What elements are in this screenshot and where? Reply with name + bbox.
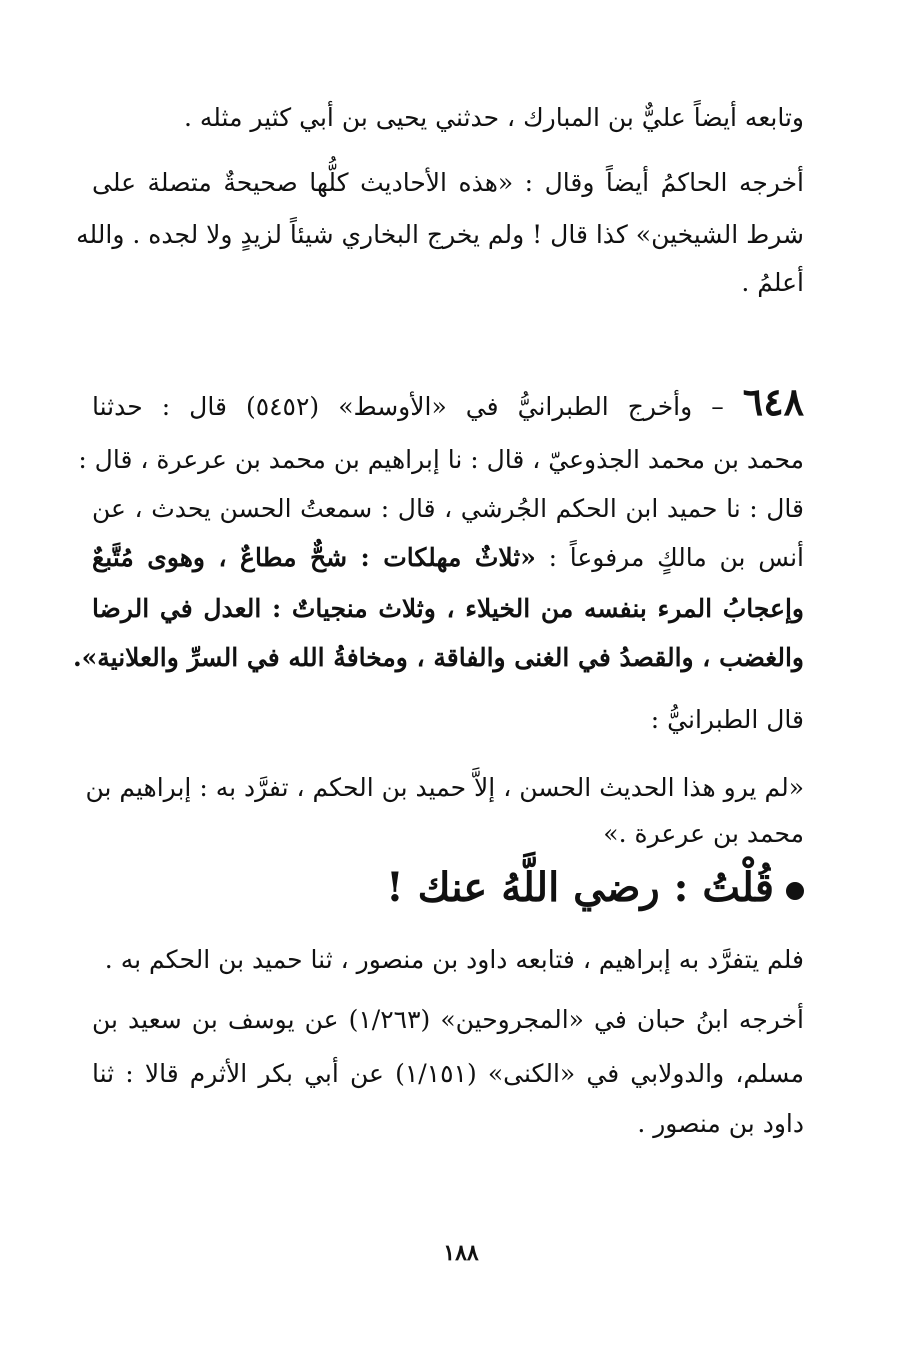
text-line: قال الطبرانيُّ : (650, 705, 804, 734)
text-line: شرط الشيخين» كذا قال ! ولم يخرج البخاري شيئاً لزيدٍ ولا لجده . والله (76, 220, 804, 249)
text-line: أعلمُ . (741, 268, 804, 297)
text-line: وتابعه أيضاً عليٌّ بن المبارك ، حدثني يحيى بن أبي كثير مثله . (183, 103, 804, 132)
heading-text: قُلْتُ : رضي اللَّهُ عنك ! (386, 864, 774, 911)
text-line: داود بن منصور . (637, 1109, 804, 1138)
section-heading (92, 860, 804, 916)
hadith-header-text: – وأخرج الطبرانيُّ في «الأوسط» (٥٤٥٢) قال : حدثنا (92, 392, 724, 421)
narrator-text: أنس بن مالكٍ مرفوعاً : (548, 543, 804, 572)
page-number: ١٨٨ (443, 1240, 479, 1266)
hadith-header-line (92, 379, 805, 427)
text-line: مسلم، والدولابي في «الكنى» (١/١٥١) عن أبي بكر الأثرم قالا : ثنا (92, 1059, 804, 1088)
hadith-text-line: وإعجابُ المرء بنفسه من الخيلاء ، وثلاث منجياتٌ : العدل في الرضا (92, 594, 804, 623)
text-line: محمد بن عرعرة .» (603, 819, 804, 848)
text-line: قال : نا حميد ابن الحكم الجُرشي ، قال : سمعتُ الحسن يحدث ، عن (92, 494, 804, 523)
text-line (92, 538, 804, 578)
text-line: أخرجه ابنُ حبان في «المجروحين» (١/٢٦٣) عن يوسف بن سعيد بن (92, 1005, 804, 1034)
bullet-icon (786, 882, 804, 900)
text-line: «لم يرو هذا الحديث الحسن ، إلاَّ حميد بن الحكم ، تفرَّد به : إبراهيم بن (85, 773, 804, 802)
text-line: أخرجه الحاكمُ أيضاً وقال : «هذه الأحاديث كلُّها صحيحةٌ متصلة على (92, 168, 804, 197)
text-line: فلم يتفرَّد به إبراهيم ، فتابعه داود بن منصور ، ثنا حميد بن الحكم به . (104, 945, 804, 974)
hadith-text: «ثلاثٌ مهلكات : شحٌّ مطاعٌ ، وهوى مُتَّبعٌ (92, 543, 536, 572)
hadith-number: ٦٤٨ (742, 379, 805, 424)
hadith-text-line: والغضب ، والقصدُ في الغنى والفاقة ، ومخافةُ الله في السرِّ والعلانية». (72, 643, 804, 672)
text-line: محمد بن محمد الجذوعيّ ، قال : نا إبراهيم بن محمد بن عرعرة ، قال : (78, 445, 804, 474)
